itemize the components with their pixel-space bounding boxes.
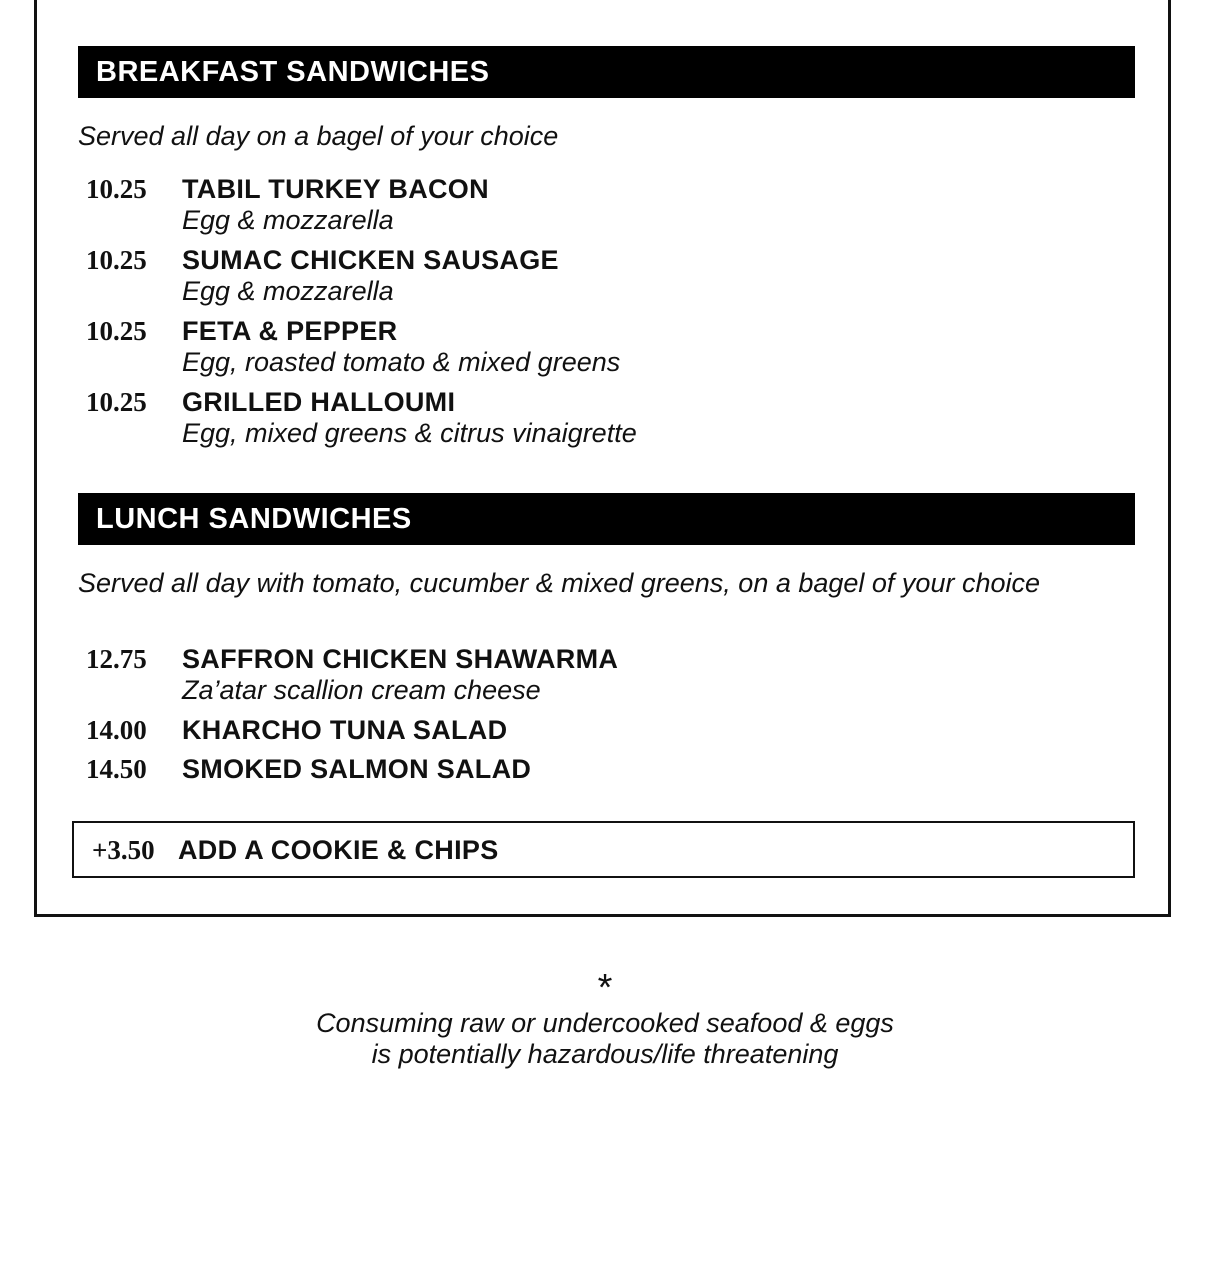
item-description: Egg & mozzarella [182, 276, 394, 306]
item-price: 10.25 [86, 316, 147, 346]
addon-label: ADD A COOKIE & CHIPS [178, 835, 499, 865]
item-description: Egg & mozzarella [182, 205, 394, 235]
item-name: GRILLED HALLOUMI [182, 387, 456, 417]
breakfast-header: BREAKFAST SANDWICHES [78, 46, 1135, 98]
item-price: 14.00 [86, 715, 147, 745]
item-price: 10.25 [86, 245, 147, 275]
item-price: 14.50 [86, 754, 147, 784]
item-price: 10.25 [86, 387, 147, 417]
item-name: SMOKED SALMON SALAD [182, 754, 532, 784]
item-name: KHARCHO TUNA SALAD [182, 715, 508, 745]
item-description: Za’atar scallion cream cheese [182, 675, 541, 705]
addon-box [72, 821, 1135, 878]
disclaimer-line-2: is potentially hazardous/life threatening [371, 1039, 839, 1069]
item-price: 12.75 [86, 644, 147, 674]
breakfast-intro: Served all day on a bagel of your choice [78, 121, 559, 151]
item-name: SAFFRON CHICKEN SHAWARMA [182, 644, 619, 674]
item-description: Egg, roasted tomato & mixed greens [182, 347, 621, 377]
item-name: FETA & PEPPER [182, 316, 398, 346]
item-name: TABIL TURKEY BACON [182, 174, 489, 204]
disclaimer-line-1: Consuming raw or undercooked seafood & eggs [316, 1008, 894, 1038]
disclaimer [0, 1008, 1210, 1070]
addon-price: +3.50 [92, 835, 155, 865]
lunch-header: LUNCH SANDWICHES [78, 493, 1135, 545]
item-name: SUMAC CHICKEN SAUSAGE [182, 245, 559, 275]
lunch-intro: Served all day with tomato, cucumber & mixed greens, on a bagel of your choice [78, 568, 1041, 598]
footer-asterisk: * [597, 967, 613, 1009]
item-price: 10.25 [86, 174, 147, 204]
item-description: Egg, mixed greens & citrus vinaigrette [182, 418, 637, 448]
